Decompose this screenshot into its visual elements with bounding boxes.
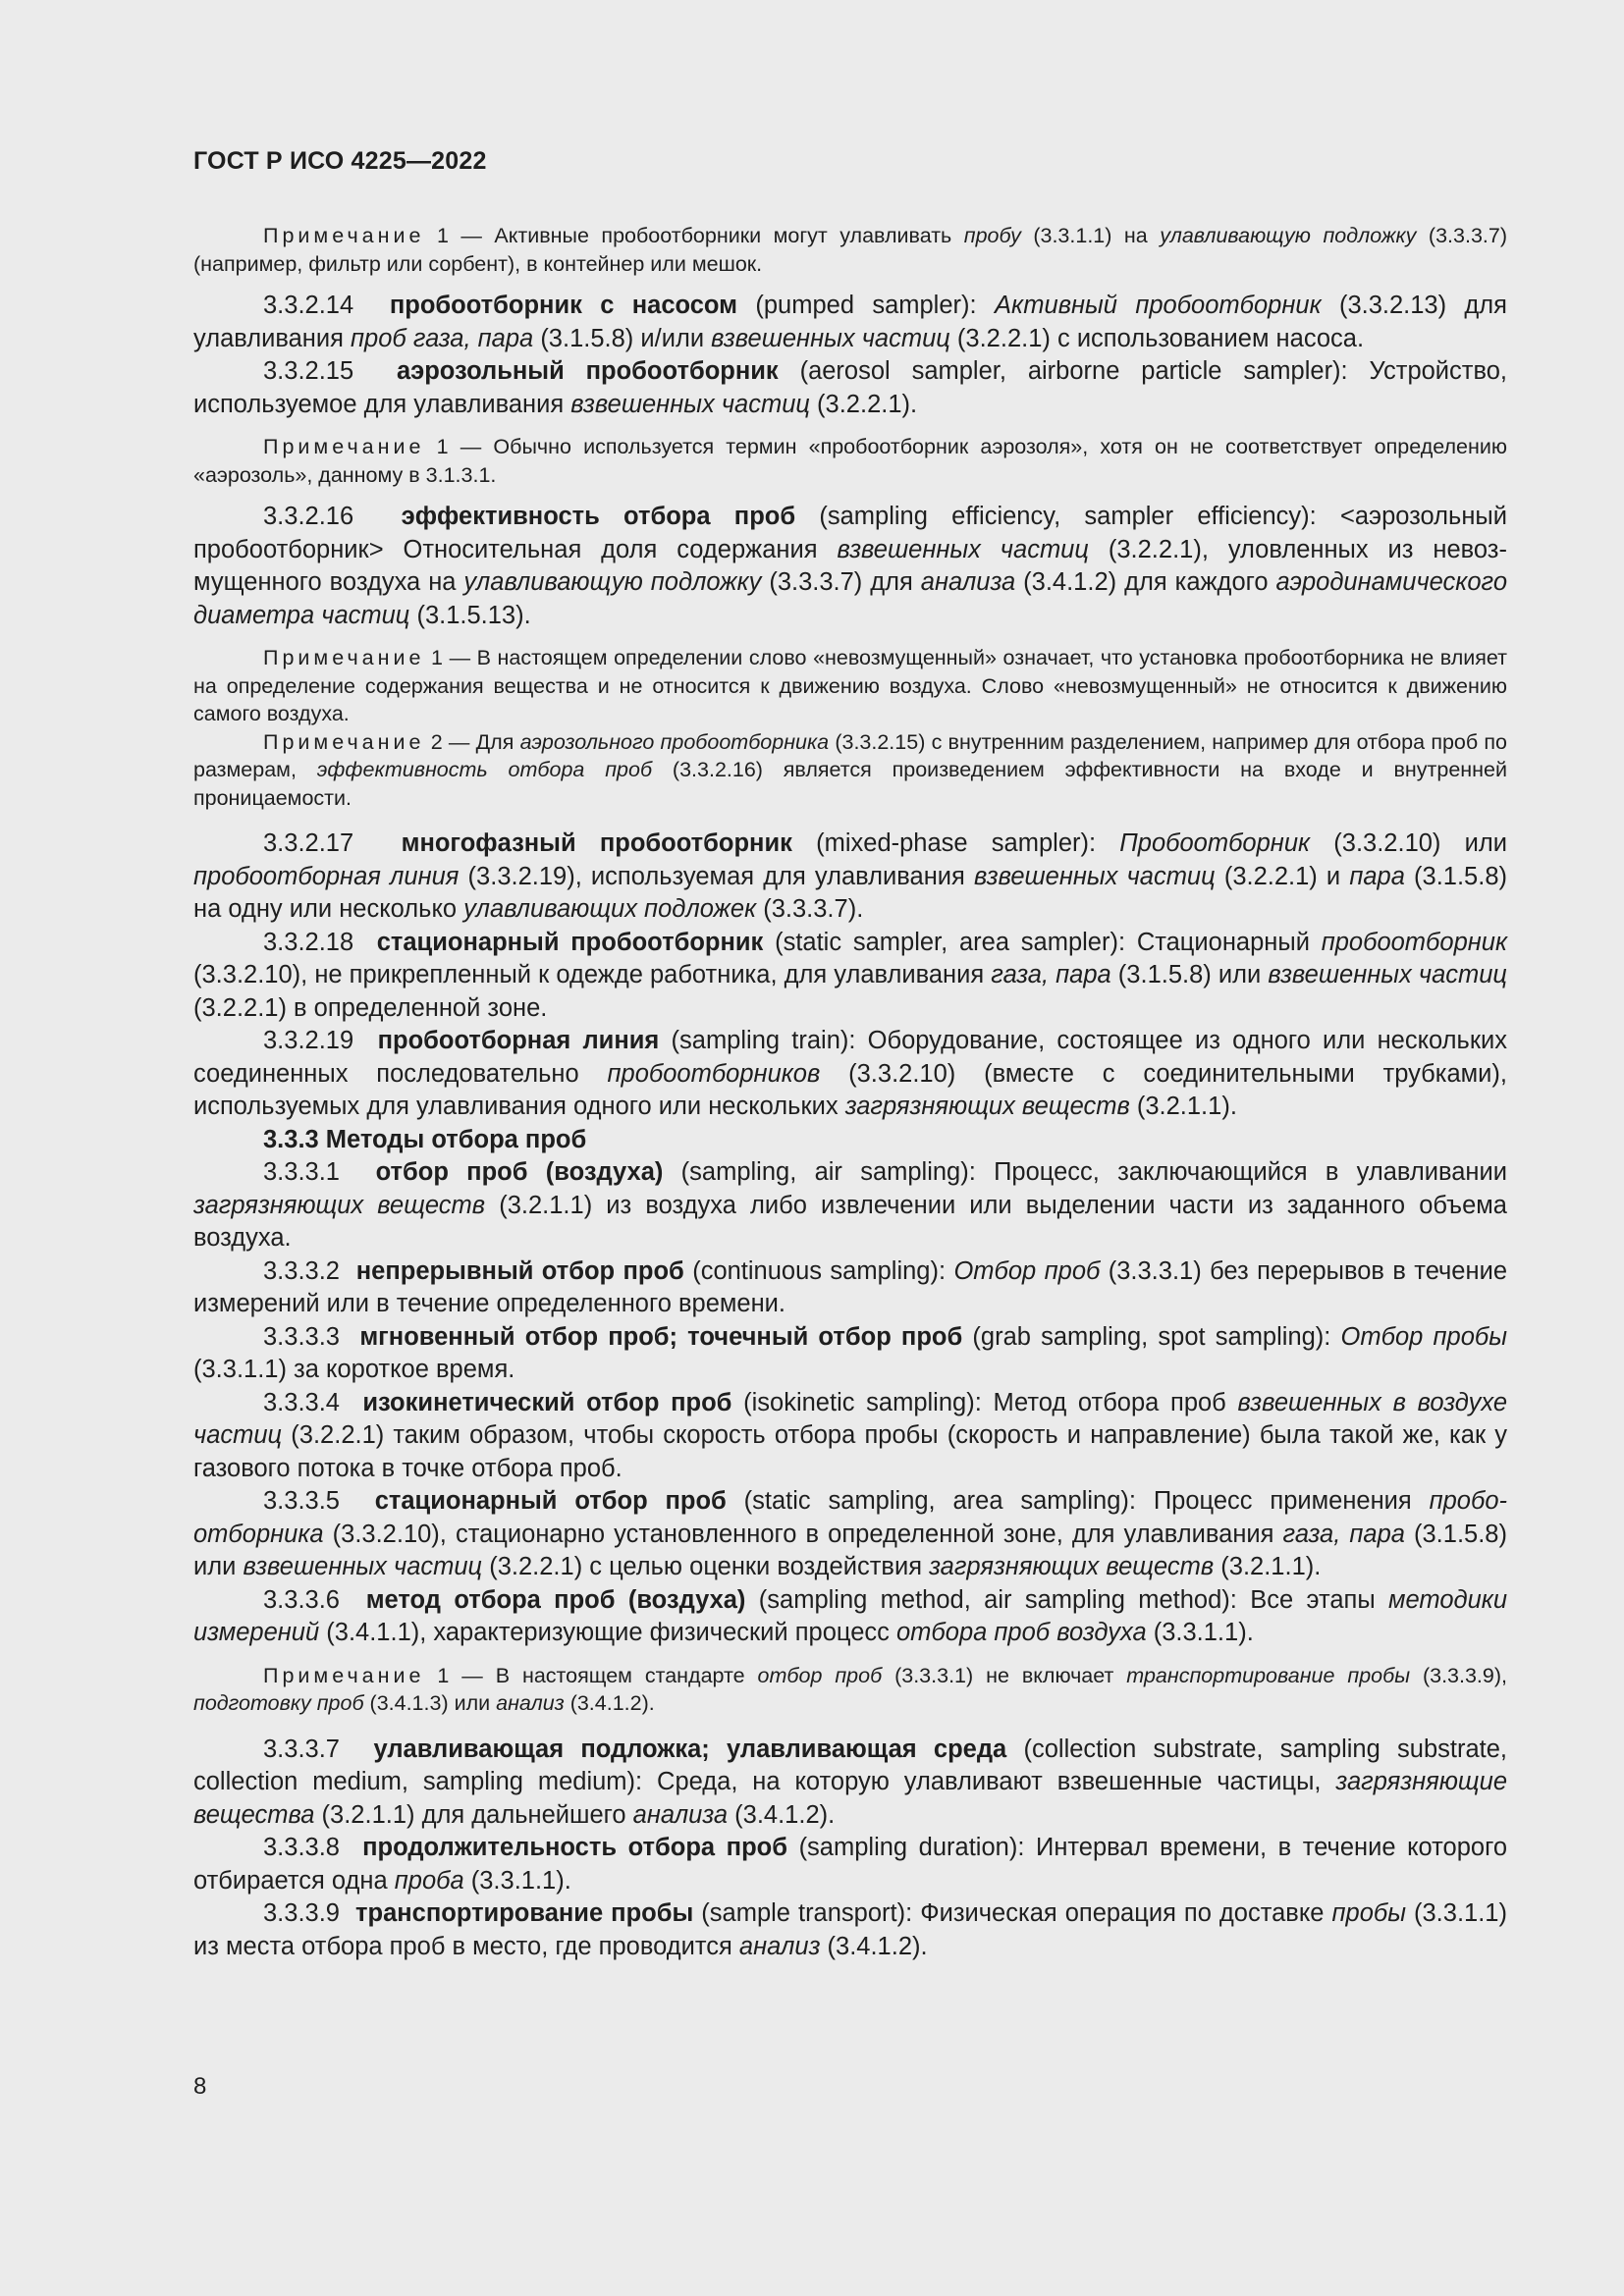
term-entry: 3.3.3.8 продолжительность отбора проб (sampling duration): Интервал времени, в течение которого отбирается одна проба (3.3.1.1). xyxy=(193,1834,1508,1895)
term-name: непрерывный отбор проб xyxy=(355,1256,684,1285)
note-block: Примечание 1 — В настоящем определении слово «невозмущенный» означает, что установка пробоотборника не влияет на определение содержания вещества и не относится к движению воздуха. Слово «невозмущенный» не относится к движению самого воздуха. xyxy=(193,646,1507,725)
term-name: мгновенный отбор проб; точечный отбор проб xyxy=(359,1322,963,1351)
term-entry: 3.3.3.1 отбор проб (воздуха) (sampling, air sampling): Процесс, заключающийся в улавливании загрязняющих веществ (3.2.1.1) из воздуха либо извлечении или выделении части из заданного объема воздуха. xyxy=(193,1158,1508,1252)
term-name: стационарный пробоотборник xyxy=(376,928,764,956)
note-label: Примечание xyxy=(263,729,425,754)
term-entry: 3.3.3.4 изокинетический отбор проб (isokinetic sampling): Метод отбора проб взвешенных в воздухе частиц (3.2.2.1) таким образом, чтобы скорость отбора пробы (скорость и направление) была такой же, как у газового потока в точке отбора проб. xyxy=(193,1388,1508,1482)
term-entry: 3.3.2.16 эффективность отбора проб (sampling efficiency, sampler efficiency): <аэрозольный пробоотборник> Относительная доля содержания взвешенных частиц (3.2.2.1), уловленных из невозмущенного воздуха на улавливающую подложку (3.3.3.7) для анализа (3.4.1.2) для каждого аэродинамического диаметра частиц (3.1.5.13). xyxy=(193,503,1508,629)
note-label: Примечание xyxy=(263,646,425,669)
term-name: изокинетический отбор проб xyxy=(362,1388,732,1416)
term-entry: 3.3.3.9 транспортирование пробы (sample transport): Физическая операция по доставке пробы (3.3.1.1) из места отбора проб в место, где проводится анализ (3.4.1.2). xyxy=(193,1899,1507,1960)
term-name: пробоотборник с насосом xyxy=(389,292,738,319)
term-name: стационарный отбор проб xyxy=(374,1487,727,1515)
term-name: улавливающая подложка; улавливающая среда xyxy=(373,1735,1007,1763)
term-entry: 3.3.2.18 стационарный пробоотборник (static sampler, area sampler): Стационарный пробоотборник (3.3.2.10), не прикрепленный к одежде работника, для улавливания газа, пара (3.1.5.8) или взвешенных частиц (3.2.2.1) в определенной зоне. xyxy=(193,928,1508,1022)
term-entry: 3.3.3.7 улавливающая подложка; улавливающая среда (collection substrate, sampling substrate, collection medium, sampling medium): Среда, на которую улавливают взвешенные частицы, загрязняющие вещества (3.2.1.1) для дальнейшего анализа (3.4.1.2). xyxy=(193,1735,1508,1829)
term-entry: 3.3.2.17 многофазный пробоотборник (mixed-phase sampler): Пробоотборник (3.3.2.10) или пробоотборная линия (3.3.2.19), используемая для улавливания взвешенных частиц (3.2.2.1) и пара (3.1.5.8) на одну или несколько улавливающих подложек (3.3.3.7). xyxy=(193,829,1507,923)
section-heading: 3.3.3 Методы отбора проб xyxy=(263,1125,587,1153)
term-entry: 3.3.3.2 непрерывный отбор проб (continuous sampling): Отбор проб (3.3.3.1) без перерывов в течение измерений или в течение определенного времени. xyxy=(193,1256,1507,1317)
term-entry: 3.3.3.5 стационарный отбор проб (static sampling, area sampling): Процесс применения пробоотборника (3.3.2.10), стационарно установленного в определенной зоне, для улавливания газа, пара (3.1.5.8) или взвешенных частиц (3.2.2.1) с целью оценки воздействия загрязняющих веществ (3.2.1.1). xyxy=(193,1487,1507,1580)
term-entry: 3.3.2.15 аэрозольный пробоотборник (aerosol sampler, airborne particle sampler): Устройство, используемое для улавливания взвешенных частиц (3.2.2.1). xyxy=(193,357,1508,418)
page-header: ГОСТ Р ИСО 4225—2022 xyxy=(193,147,487,175)
term-name: многофазный пробоотборник xyxy=(401,829,792,857)
page-content xyxy=(193,222,1507,1963)
note-block: Примечание 1 — Активные пробоотборники могут улавливать пробу (3.3.1.1) на улавливающую подложку (3.3.3.7) (например, фильтр или сорбент), в контейнер или мешок. xyxy=(193,224,1507,276)
term-name: пробоотборная линия xyxy=(377,1027,660,1054)
note-block: Примечание 2 — Для аэрозольного пробоотборника (3.3.2.15) с внутренним разделением, например для отбора проб по размерам, эффективность отбора проб (3.3.2.16) является произведением эффективности на входе и внутренней проницаемости. xyxy=(193,729,1508,810)
term-name: отбор проб (воздуха) xyxy=(375,1158,664,1186)
note-block: Примечание 1 — Обычно используется термин «пробоотборник аэрозоля», хотя он не соответствует определению «аэрозоль», данному в 3.1.3.1. xyxy=(193,435,1507,487)
term-entry: 3.3.3.3 мгновенный отбор проб; точечный отбор проб (grab sampling, spot sampling): Отбор пробы (3.3.1.1) за короткое время. xyxy=(193,1322,1507,1383)
note-label: Примечание xyxy=(263,224,425,247)
term-name: продолжительность отбора проб xyxy=(362,1834,787,1861)
term-name: аэрозольный пробоотборник xyxy=(396,357,779,385)
term-entry: 3.3.2.14 пробоотборник с насосом (pumped sampler): Активный пробоотборник (3.3.2.13) для улавливания проб газа, пара (3.1.5.8) и/или взвешенных частиц (3.2.2.1) с использованием насоса. xyxy=(193,292,1507,352)
term-name: метод отбора проб (воздуха) xyxy=(365,1585,746,1614)
page-number: 8 xyxy=(193,2073,207,2100)
note-label: Примечание xyxy=(263,1663,425,1687)
term-name: транспортирование пробы xyxy=(355,1899,694,1927)
term-entry: 3.3.2.19 пробоотборная линия (sampling train): Оборудование, состоящее из одного или нескольких соединенных последовательно пробоотборников (3.3.2.10) (вместе с соединительными трубками), используемых для улавливания одного или нескольких загрязняющих веществ (3.2.1.1). xyxy=(193,1027,1507,1120)
term-name: эффективность отбора проб xyxy=(401,503,796,530)
term-entry: 3.3.3.6 метод отбора проб (воздуха) (sampling method, air sampling method): Все этапы методики измерений (3.4.1.1), характеризующие физический процесс отбора проб воздуха (3.3.1.1). xyxy=(193,1585,1508,1646)
note-label: Примечание xyxy=(263,435,425,458)
note-block: Примечание 1 — В настоящем стандарте отбор проб (3.3.3.1) не включает транспортирование пробы (3.3.3.9), подготовку проб (3.4.1.3) или анализ (3.4.1.2). xyxy=(193,1663,1507,1715)
